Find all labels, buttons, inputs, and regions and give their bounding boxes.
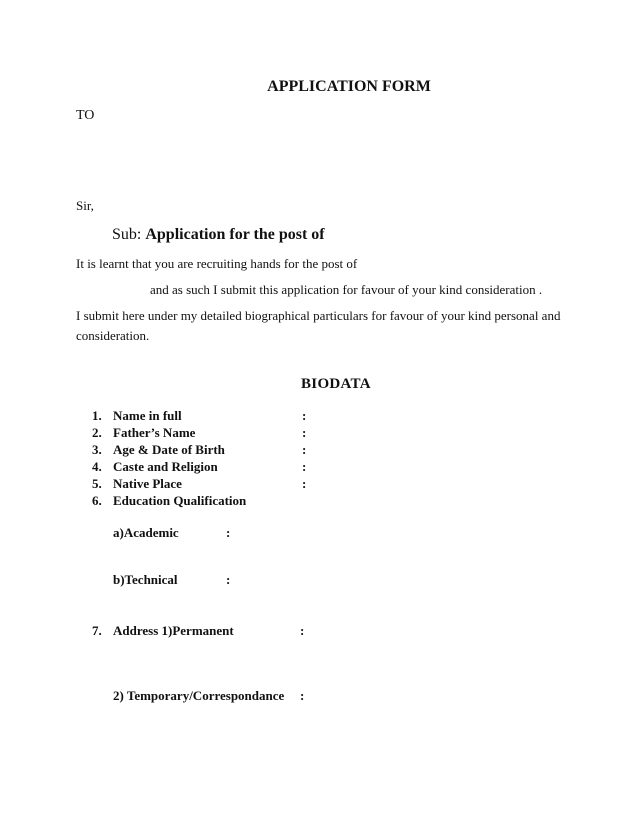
subject-line [112,226,325,244]
address-permanent-label: Address 1)Permanent [113,623,234,638]
item-label-education: Education Qualification [113,493,247,508]
addressee-to: TO [76,108,95,123]
item-number: 5. [92,476,102,491]
item-number: 6. [92,493,102,508]
temporary-address-label: 2) Temporary/Correspondance [113,688,285,703]
list-item [0,425,638,442]
item-label-native-place: Native Place [113,476,182,491]
item-colon: : [302,408,307,423]
item-label-age-dob: Age & Date of Birth [113,442,225,457]
item-number: 3. [92,442,102,457]
paragraph-recruiting: It is learnt that you are recruiting hands for the post of [76,256,358,271]
list-item [0,442,638,459]
technical-colon: : [226,572,231,587]
list-item [0,476,638,493]
list-item [0,493,638,510]
item-label-name: Name in full [113,408,182,423]
biodata-heading: BIODATA [301,376,371,392]
item-colon: : [302,476,307,491]
address-number: 7. [92,623,102,638]
item-number: 1. [92,408,102,423]
paragraph-particulars: I submit here under my detailed biographical particulars for favour of your kind personal and consideration. [76,308,561,343]
item-number: 2. [92,425,102,440]
list-item [0,408,638,425]
paragraph-submit: and as such I submit this application for favour of your kind consideration . [150,282,543,297]
address-colon: : [300,623,305,638]
form-title: APPLICATION FORM [267,78,431,95]
temporary-address-colon: : [300,688,305,703]
subject-text: Application for the post of [145,226,325,243]
academic-label: a)Academic [113,525,179,540]
technical-label: b)Technical [113,572,178,587]
item-colon: : [302,442,307,457]
academic-colon: : [226,525,231,540]
item-label-father-name: Father’s Name [113,425,196,440]
item-colon: : [302,425,307,440]
subject-prefix: Sub: [112,226,142,243]
item-number: 4. [92,459,102,474]
item-label-caste-religion: Caste and Religion [113,459,218,474]
list-item [0,459,638,476]
item-colon: : [302,459,307,474]
salutation: Sir, [76,198,94,213]
